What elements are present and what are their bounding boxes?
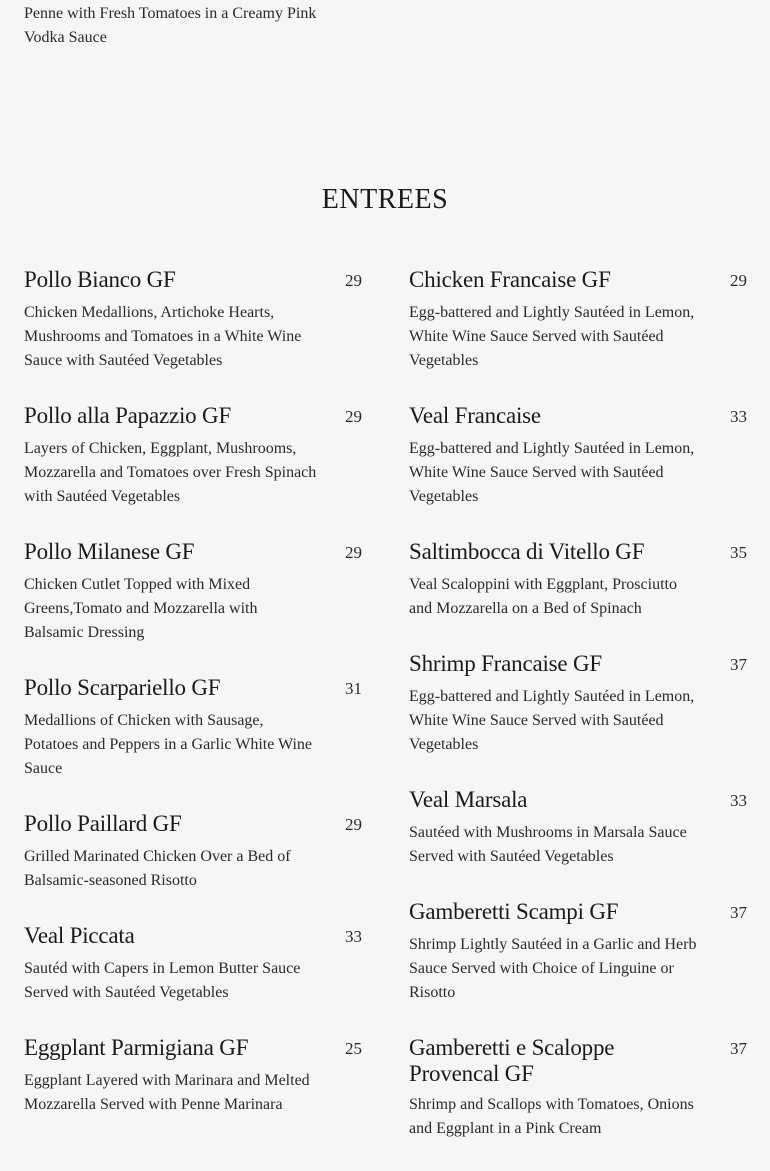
menu-item-name: Pollo alla Papazzio GF bbox=[24, 403, 232, 428]
menu-item-description: Shrimp and Scallops with Tomatoes, Onions and Eggplant in a Pink Cream bbox=[409, 1096, 694, 1137]
menu-item-price: 29 bbox=[345, 543, 362, 562]
menu-item-price: 35 bbox=[730, 543, 747, 562]
menu-item bbox=[409, 1035, 747, 1141]
menu-item bbox=[409, 899, 747, 1005]
menu-item bbox=[409, 267, 747, 373]
menu-item-description: Egg-battered and Lightly Sautéed in Lemon, White Wine Sauce Served with Sautéed Vegetables bbox=[409, 688, 695, 753]
menu-item-description: Grilled Marinated Chicken Over a Bed of Balsamic-seasoned Risotto bbox=[24, 848, 291, 889]
menu-item bbox=[24, 403, 362, 509]
menu-item-name: Veal Francaise bbox=[409, 403, 541, 428]
menu-item-price: 37 bbox=[730, 1039, 747, 1058]
menu-item bbox=[409, 539, 747, 621]
menu-item-description: Veal Scaloppini with Eggplant, Prosciutto and Mozzarella on a Bed of Spinach bbox=[409, 576, 677, 617]
menu-item-name: Eggplant Parmigiana GF bbox=[24, 1035, 249, 1060]
menu-item-description: Sautéed with Mushrooms in Marsala Sauce Served with Sautéed Vegetables bbox=[409, 824, 687, 865]
menu-item-price: 25 bbox=[345, 1039, 362, 1058]
menu-item-description: Medallions of Chicken with Sausage, Potatoes and Peppers in a Garlic White Wine Sauce bbox=[24, 712, 313, 777]
menu-item-name: Pollo Scarpariello GF bbox=[24, 675, 221, 700]
menu-item bbox=[24, 1035, 362, 1117]
menu-item-price: 29 bbox=[345, 815, 362, 834]
menu-item bbox=[24, 923, 362, 1005]
menu-item-name: Gamberetti Scampi GF bbox=[409, 899, 619, 924]
menu-item-description: Sautéd with Capers in Lemon Butter Sauce Served with Sautéed Vegetables bbox=[24, 960, 301, 1001]
menu-item-description: Layers of Chicken, Eggplant, Mushrooms, Mozzarella and Tomatoes over Fresh Spinach with Sautéed Vegetables bbox=[24, 440, 317, 505]
menu-item-name: Veal Piccata bbox=[24, 923, 135, 948]
entrees-right-column bbox=[409, 267, 747, 1171]
entrees-left-column bbox=[24, 267, 362, 1147]
menu-item-name: Pollo Paillard GF bbox=[24, 811, 182, 836]
menu-item bbox=[24, 539, 362, 645]
menu-item-description: Egg-battered and Lightly Sautéed in Lemon, White Wine Sauce Served with Sautéed Vegetables bbox=[409, 304, 695, 369]
menu-item-price: 29 bbox=[730, 271, 747, 290]
menu-item bbox=[24, 675, 362, 781]
menu-item-description: Chicken Medallions, Artichoke Hearts, Mushrooms and Tomatoes in a White Wine Sauce with Sautéed Vegetables bbox=[24, 304, 302, 369]
menu-item-description: Shrimp Lightly Sautéed in a Garlic and Herb Sauce Served with Choice of Linguine or Risotto bbox=[409, 936, 697, 1001]
menu-item-price: 37 bbox=[730, 903, 747, 922]
menu-item-price: 31 bbox=[345, 679, 362, 698]
menu-item-price: 29 bbox=[345, 271, 362, 290]
menu-item bbox=[24, 811, 362, 893]
menu-item-price: 33 bbox=[345, 927, 362, 946]
menu-item bbox=[409, 651, 747, 757]
menu-item-description: Chicken Cutlet Topped with Mixed Greens,Tomato and Mozzarella with Balsamic Dressing bbox=[24, 576, 258, 641]
menu-item-name: Pollo Bianco GF bbox=[24, 267, 176, 292]
menu-item bbox=[24, 267, 362, 373]
menu-item bbox=[409, 403, 747, 509]
menu-item-price: 33 bbox=[730, 791, 747, 810]
menu-item-name: Veal Marsala bbox=[409, 787, 528, 812]
section-title-entrees: ENTREES bbox=[321, 184, 449, 215]
menu-item-price: 29 bbox=[345, 407, 362, 426]
menu-item-name: Gamberetti e Scaloppe Provencal GF bbox=[409, 1035, 615, 1086]
menu-item-description: Egg-battered and Lightly Sautéed in Lemon, White Wine Sauce Served with Sautéed Vegetables bbox=[409, 440, 695, 505]
menu-item-name: Saltimbocca di Vitello GF bbox=[409, 539, 645, 564]
menu-item-price: 37 bbox=[730, 655, 747, 674]
menu-item-description: Eggplant Layered with Marinara and Melted Mozzarella Served with Penne Marinara bbox=[24, 1072, 310, 1113]
menu-item-name: Shrimp Francaise GF bbox=[409, 651, 602, 676]
menu-item bbox=[409, 787, 747, 869]
menu-item-price: 33 bbox=[730, 407, 747, 426]
previous-item-description: Penne with Fresh Tomatoes in a Creamy Pink Vodka Sauce bbox=[24, 5, 317, 46]
menu-item-name: Chicken Francaise GF bbox=[409, 267, 611, 292]
menu-item-name: Pollo Milanese GF bbox=[24, 539, 195, 564]
